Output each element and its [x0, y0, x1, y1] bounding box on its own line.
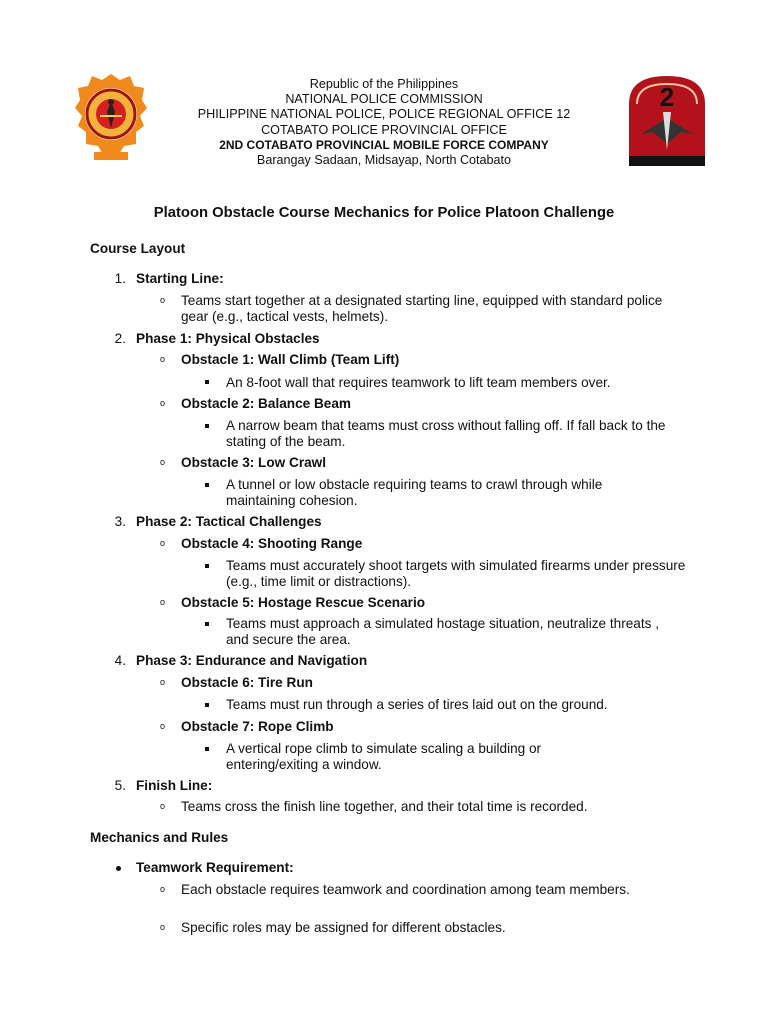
circle-bullet: o	[160, 597, 166, 607]
square-bullet	[205, 622, 209, 626]
header-line-napolcom: NATIONAL POLICE COMMISSION	[285, 92, 483, 106]
obstacle-label: Obstacle 5: Hostage Rescue Scenario	[181, 595, 426, 610]
item-label-finish-line: Finish Line:	[136, 778, 213, 793]
obstacle-description: An 8-foot wall that requires teamwork to lift team members over.	[226, 375, 611, 390]
list-number: 4.	[114, 653, 126, 668]
item-label-phase-3: Phase 3: Endurance and Navigation	[136, 653, 368, 668]
obstacle-label: Obstacle 1: Wall Climb (Team Lift)	[181, 352, 400, 367]
obstacle-description: A tunnel or low obstacle requiring teams to crawl through while maintaining cohesion.	[226, 477, 603, 508]
circle-bullet: o	[160, 677, 166, 687]
right-logo-number: 2	[659, 82, 675, 112]
section-heading-mechanics: Mechanics and Rules	[90, 830, 229, 845]
header-line-republic: Republic of the Philippines	[309, 77, 459, 91]
list-number: 1.	[114, 271, 126, 286]
square-bullet	[205, 703, 209, 707]
obstacle-label: Obstacle 6: Tire Run	[181, 675, 313, 690]
item-label-phase-2: Phase 2: Tactical Challenges	[136, 514, 322, 529]
obstacle-description: A vertical rope climb to simulate scaling a building or entering/exiting a window.	[226, 741, 542, 772]
header-line-cppo: COTABATO POLICE PROVINCIAL OFFICE	[261, 123, 507, 137]
obstacle-label: Obstacle 2: Balance Beam	[181, 396, 352, 411]
obstacle-label: Obstacle 4: Shooting Range	[181, 536, 363, 551]
circle-bullet: o	[160, 922, 166, 932]
item-label-starting-line: Starting Line:	[136, 271, 224, 286]
obstacle-description: Teams must approach a simulated hostage situation, neutralize threats , and secure the area.	[226, 616, 659, 647]
circle-bullet: o	[160, 295, 166, 305]
square-bullet	[205, 564, 209, 568]
circle-bullet: o	[160, 538, 166, 548]
square-bullet	[205, 424, 209, 428]
circle-bullet: o	[160, 884, 166, 894]
list-number: 3.	[114, 514, 126, 529]
section-heading-course-layout: Course Layout	[90, 241, 186, 256]
header-line-pnp-pro12: PHILIPPINE NATIONAL POLICE, POLICE REGIONAL OFFICE 12	[197, 107, 571, 121]
mechanics-subitem: Specific roles may be assigned for different obstacles.	[181, 920, 506, 935]
document-title: Platoon Obstacle Course Mechanics for Police Platoon Challenge	[153, 205, 615, 221]
header-line-address: Barangay Sadaan, Midsayap, North Cotabato	[256, 153, 512, 167]
list-number: 2.	[114, 331, 126, 346]
obstacle-description: Teams must run through a series of tires laid out on the ground.	[226, 697, 608, 712]
list-number: 5.	[114, 778, 126, 793]
circle-bullet: o	[160, 801, 166, 811]
bullet-dot	[116, 866, 121, 871]
square-bullet	[205, 747, 209, 751]
obstacle-description: Teams must accurately shoot targets with simulated firearms under pressure (e.g., time limit or distractions).	[226, 558, 686, 589]
mechanics-item-label: Teamwork Requirement:	[136, 860, 294, 875]
square-bullet	[205, 483, 209, 487]
mechanics-subitem: Each obstacle requires teamwork and coordination among team members.	[181, 882, 630, 897]
circle-bullet: o	[160, 354, 166, 364]
finish-line-description: Teams cross the finish line together, and their total time is recorded.	[181, 799, 588, 814]
circle-bullet: o	[160, 721, 166, 731]
obstacle-description: A narrow beam that teams must cross without falling off. If fall back to the stating of the beam.	[226, 418, 666, 449]
square-bullet	[205, 380, 209, 384]
circle-bullet: o	[160, 398, 166, 408]
circle-bullet: o	[160, 457, 166, 467]
item-label-phase-1: Phase 1: Physical Obstacles	[136, 331, 320, 346]
obstacle-label: Obstacle 3: Low Crawl	[181, 455, 327, 470]
header-line-company: 2ND COTABATO PROVINCIAL MOBILE FORCE COMPANY	[219, 138, 549, 152]
starting-line-description: Teams start together at a designated starting line, equipped with standard police gear (e.g., tactical vests, helmets).	[181, 293, 663, 324]
obstacle-label: Obstacle 7: Rope Climb	[181, 719, 334, 734]
